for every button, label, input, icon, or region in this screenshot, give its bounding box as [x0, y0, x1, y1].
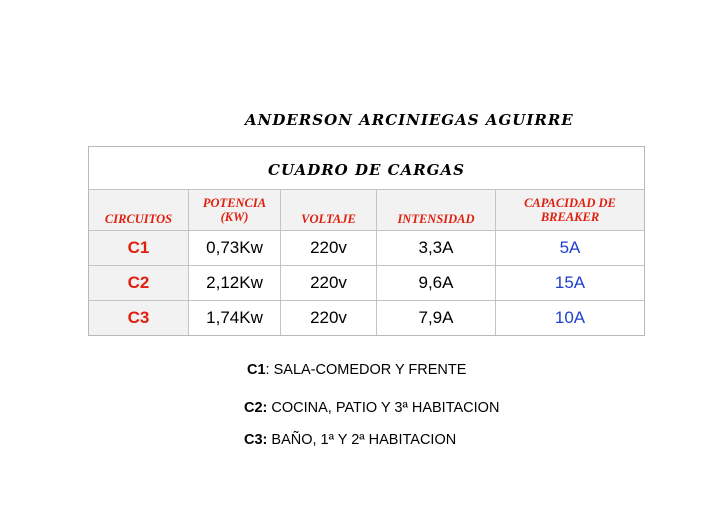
- cell-circuito: C1: [89, 231, 189, 266]
- header-potencia-line1: POTENCIA: [202, 196, 267, 210]
- legend-item: [244, 432, 456, 448]
- table-row: [89, 301, 644, 335]
- cell-voltaje: 220v: [281, 301, 377, 335]
- cell-breaker: 15A: [496, 266, 644, 301]
- legend-item: [247, 362, 466, 378]
- header-circuitos: CIRCUITOS: [89, 190, 189, 231]
- cell-circuito: C2: [89, 266, 189, 301]
- header-capacidad-line1: CAPACIDAD DE: [524, 196, 616, 210]
- header-capacidad: [496, 190, 644, 231]
- legend-text: BAÑO, 1ª Y 2ª HABITACION: [267, 432, 457, 448]
- cell-breaker: 5A: [496, 231, 644, 266]
- cell-breaker: 10A: [554, 308, 586, 327]
- header-potencia-line2: (KW): [220, 210, 249, 224]
- legend-text: COCINA, PATIO Y 3ª HABITACION: [267, 400, 500, 416]
- cell-voltaje: 220v: [281, 266, 377, 301]
- header-capacidad-line2: BREAKER: [540, 210, 600, 224]
- cell-potencia: 2,12Kw: [189, 266, 281, 301]
- table-row: [89, 231, 644, 266]
- legend-item: [244, 400, 499, 416]
- header-voltaje: VOLTAJE: [281, 190, 377, 231]
- cell-intensidad: 3,3A: [377, 231, 496, 266]
- table-row: [89, 266, 644, 301]
- cell-potencia: 0,73Kw: [189, 231, 281, 266]
- author-name: ANDERSON ARCINIEGAS AGUIRRE: [245, 111, 574, 129]
- legend-text: : SALA-COMEDOR Y FRENTE: [265, 362, 467, 378]
- cell-intensidad: 7,9A: [377, 301, 496, 335]
- table-title: CUADRO DE CARGAS: [89, 147, 644, 190]
- header-potencia: [189, 190, 281, 231]
- header-intensidad: INTENSIDAD: [377, 190, 496, 231]
- legend-code: C1: [247, 362, 266, 378]
- legend-code: C3:: [244, 432, 268, 448]
- legend-code: C2:: [244, 400, 268, 416]
- cell-voltaje: 220v: [281, 231, 377, 266]
- load-table: [88, 146, 645, 336]
- cell-circuito: C3: [89, 301, 189, 335]
- cell-intensidad: 9,6A: [377, 266, 496, 301]
- table-header-row: [89, 190, 644, 231]
- cell-potencia: 1,74Kw: [189, 301, 281, 335]
